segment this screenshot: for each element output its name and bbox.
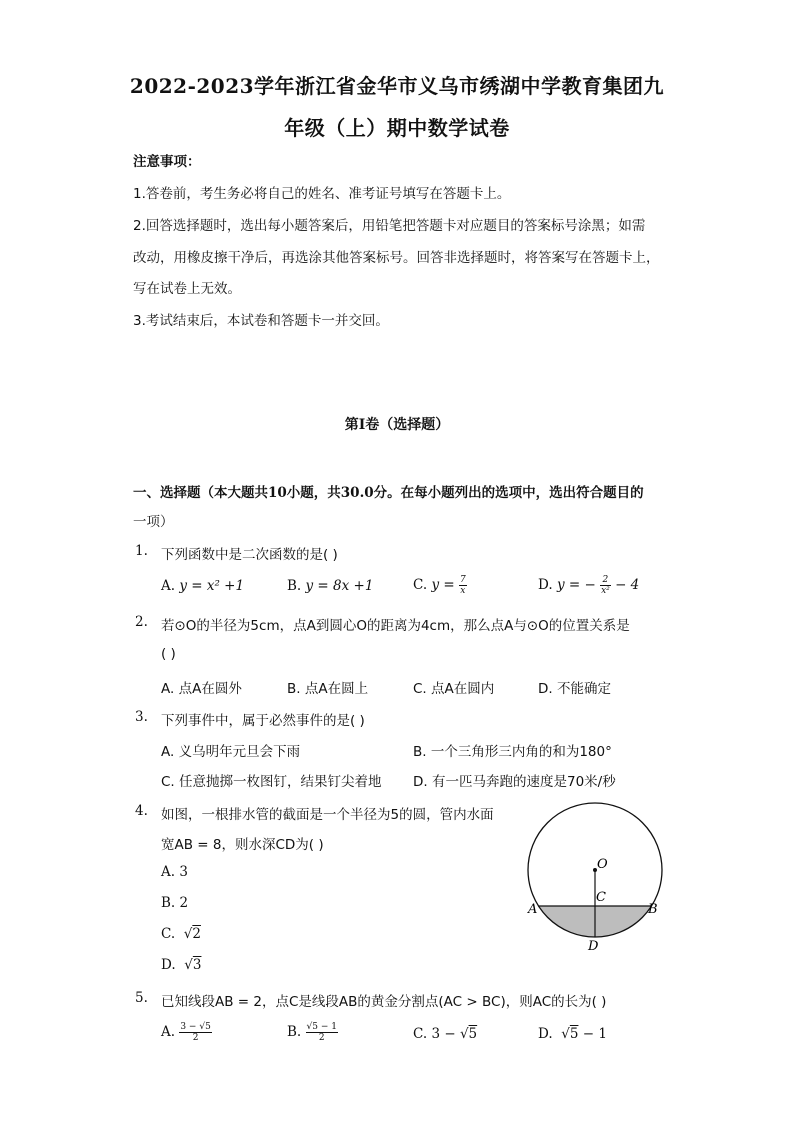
question-2-number: 2. <box>135 614 148 630</box>
fraction <box>600 575 611 596</box>
sqrt-radicand: 2 <box>192 926 201 942</box>
exam-title-line1: 2022-2023学年浙江省金华市义乌市绣湖中学教育集团九 <box>129 74 665 98</box>
option-a-math: y = x² +1 <box>179 578 245 594</box>
option-label: B. <box>287 1024 302 1040</box>
option-label: A. <box>161 1024 176 1040</box>
question-5-option-d <box>538 1026 607 1042</box>
question-3-option-b: B. 一个三角形三内角的和为180° <box>413 744 612 760</box>
question-3-stem: 下列事件中，属于必然事件的是( ) <box>161 713 365 729</box>
question-2-option-b: B. 点A在圆上 <box>287 681 369 697</box>
fraction-denominator: 2 <box>318 1033 325 1043</box>
sqrt-radicand: 5 <box>569 1026 579 1042</box>
option-d-math: y = − <box>556 577 596 593</box>
fraction-denominator: x <box>460 586 466 596</box>
fraction-numerator: 3 − √5 <box>180 1022 211 1032</box>
part-heading-line2: 一项） <box>133 514 174 530</box>
question-5-stem: 已知线段AB = 2，点C是线段AB的黄金分割点(AC > BC)，则AC的长为( ) <box>161 994 607 1010</box>
question-5-number: 5. <box>135 990 148 1006</box>
question-3-option-d: D. 有一匹马奔跑的速度是70米/秒 <box>413 774 616 790</box>
option-label: C. <box>413 1026 428 1042</box>
sqrt-sign: √ <box>179 926 193 942</box>
sqrt-sign: √ <box>556 1026 570 1042</box>
section-title: 第I卷（选择题） <box>344 417 450 433</box>
question-1-option-d <box>538 575 639 596</box>
notice-item-2-line1: 2.回答选择题时，选出每小题答案后，用铅笔把答题卡对应题目的答案标号涂黑；如需 <box>133 218 646 234</box>
fraction-numerator: √5 − 1 <box>306 1022 337 1032</box>
question-1-number: 1. <box>135 543 148 559</box>
question-1-option-a <box>161 578 244 594</box>
question-5-option-c <box>413 1026 477 1042</box>
question-5-option-a <box>161 1022 212 1043</box>
fraction <box>306 1022 338 1043</box>
question-2-option-a: A. 点A在圆外 <box>161 681 242 697</box>
notice-heading: 注意事项： <box>133 154 201 170</box>
question-3-option-a: A. 义乌明年元旦会下雨 <box>161 744 301 760</box>
fraction-denominator: 2 <box>192 1033 199 1043</box>
part-heading-line1: 一、选择题（本大题共10小题，共30.0分。在每小题列出的选项中，选出符合题目的 <box>133 485 644 501</box>
fraction-denominator: x² <box>601 586 610 596</box>
question-4-option-b: B. 2 <box>161 895 189 911</box>
question-4-option-a: A. 3 <box>161 864 188 880</box>
option-label: D. <box>161 957 176 973</box>
notice-item-3: 3.考试结束后，本试卷和答题卡一并交回。 <box>133 313 389 329</box>
label-o: O <box>597 857 608 872</box>
sqrt-radicand: 3 <box>192 957 202 973</box>
option-label: D. <box>538 1026 553 1042</box>
option-label: D. <box>538 577 553 593</box>
option-label: C. <box>413 577 428 593</box>
fraction-numerator: 2 <box>600 575 611 586</box>
question-4-number: 4. <box>135 803 148 819</box>
fraction <box>179 1022 211 1043</box>
question-2-option-d: D. 不能确定 <box>538 681 611 697</box>
option-label: C. <box>161 926 176 942</box>
option-label: B. <box>287 578 302 594</box>
option-c-math: 3 − <box>431 1026 456 1042</box>
fraction-numerator: 7 <box>459 575 466 585</box>
question-4-option-d <box>161 957 201 973</box>
label-a: A <box>528 902 538 917</box>
question-1-stem: 下列函数中是二次函数的是( ) <box>161 547 338 563</box>
pipe-cross-section-figure <box>520 795 670 955</box>
label-c: C <box>596 890 606 905</box>
question-2-stem: 若⊙O的半径为5cm，点A到圆心O的距离为4cm，那么点A与⊙O的位置关系是 <box>161 618 630 634</box>
question-2-option-c: C. 点A在圆内 <box>413 681 495 697</box>
sqrt-radicand: 5 <box>468 1026 478 1042</box>
notice-item-2-line3: 写在试卷上无效。 <box>133 281 241 297</box>
question-3-option-c: C. 任意抛掷一枚图钉，结果钉尖着地 <box>161 774 382 790</box>
question-1-option-c <box>413 575 467 596</box>
sqrt-sign: √ <box>459 1026 469 1042</box>
option-d-tail: − 1 <box>582 1026 607 1042</box>
notice-item-2-line2: 改动，用橡皮擦干净后，再选涂其他答案标号。回答非选择题时，将答案写在答题卡上， <box>133 250 660 266</box>
option-label: A. <box>161 578 176 594</box>
question-3-number: 3. <box>135 709 148 725</box>
sqrt-sign: √ <box>179 957 193 973</box>
option-c-math: y = <box>431 577 455 593</box>
question-2-stem-line2: ( ) <box>161 646 176 662</box>
label-b: B <box>648 902 658 917</box>
question-4-stem-line2: 宽AB = 8，则水深CD为( ) <box>161 837 324 853</box>
label-d: D <box>588 939 599 954</box>
question-4-option-c <box>161 926 201 942</box>
question-5-option-b <box>287 1022 338 1043</box>
question-1-option-b <box>287 578 373 594</box>
question-4-stem: 如图，一根排水管的截面是一个半径为5的圆，管内水面 <box>161 807 494 823</box>
option-b-math: y = 8x +1 <box>305 578 374 594</box>
option-d-tail: − 4 <box>615 577 640 593</box>
notice-item-1: 1.答卷前，考生务必将自己的姓名、准考证号填写在答题卡上。 <box>133 186 511 202</box>
exam-title-line2: 年级（上）期中数学试卷 <box>284 116 510 140</box>
fraction <box>459 575 467 596</box>
